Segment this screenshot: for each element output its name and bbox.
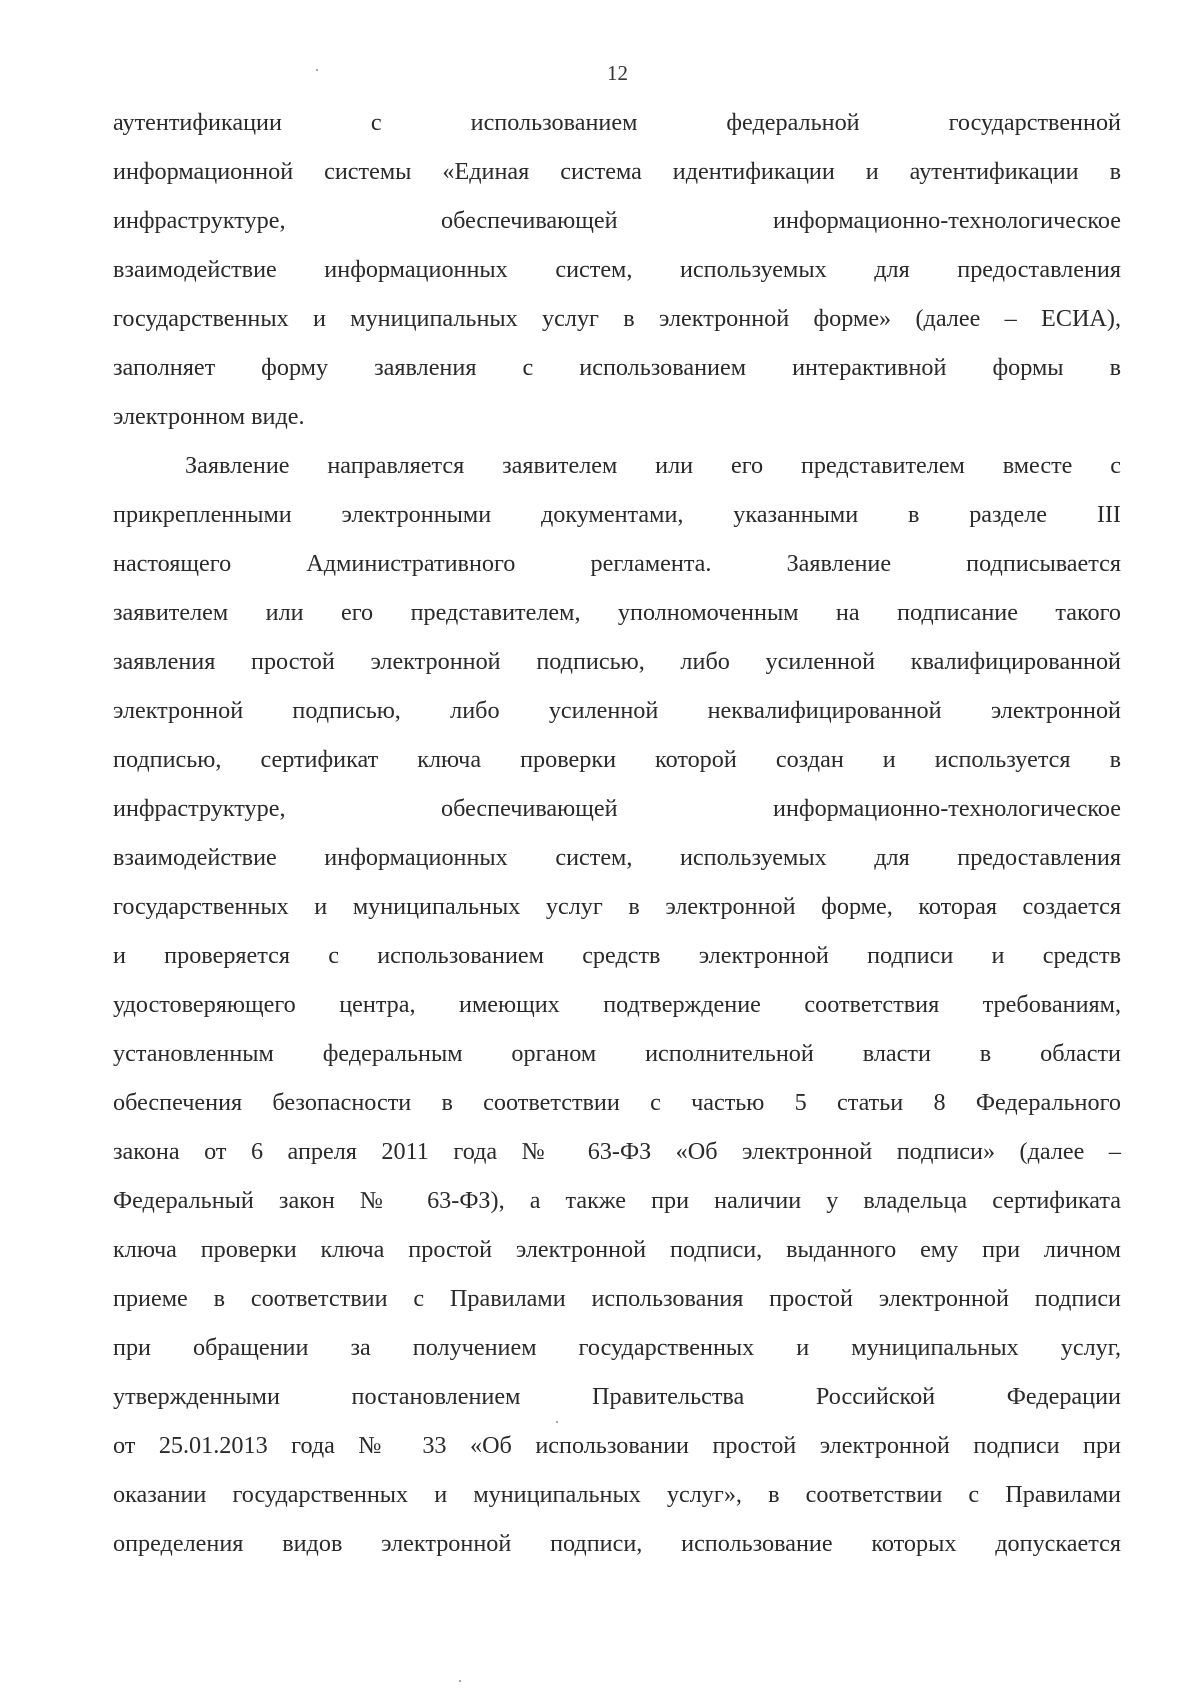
- page-number: 12: [607, 61, 628, 85]
- text-line: и проверяется с использованием средств электронной подписи и средств: [113, 942, 1121, 969]
- document-body: [113, 98, 1121, 1568]
- text-line: ключа проверки ключа простой электронной подписи, выданного ему при личном: [113, 1236, 1121, 1263]
- text-line: подписью, сертификат ключа проверки которой создан и используется в: [113, 746, 1121, 773]
- paragraph-2: [113, 441, 1121, 1568]
- text-line: инфраструктуре, обеспечивающей информационно-технологическое: [113, 207, 1121, 234]
- scan-speck: [556, 1421, 558, 1423]
- text-line: Федеральный закон № 63-ФЗ), а также при наличии у владельца сертификата: [113, 1187, 1121, 1214]
- text-line: взаимодействие информационных систем, используемых для предоставления: [113, 844, 1121, 871]
- text-line: Заявление направляется заявителем или его представителем вместе с: [185, 452, 1121, 479]
- text-line: электронном виде.: [113, 403, 305, 430]
- text-line: при обращении за получением государственных и муниципальных услуг,: [113, 1334, 1121, 1361]
- text-line: заявления простой электронной подписью, либо усиленной квалифицированной: [113, 648, 1121, 675]
- text-line: обеспечения безопасности в соответствии с частью 5 статьи 8 Федерального: [113, 1089, 1121, 1116]
- text-line: аутентификации с использованием федеральной государственной: [113, 109, 1121, 136]
- text-line: государственных и муниципальных услуг в электронной форме, которая создается: [113, 893, 1121, 920]
- text-line: установленным федеральным органом исполнительной власти в области: [113, 1040, 1121, 1067]
- text-line: взаимодействие информационных систем, используемых для предоставления: [113, 256, 1121, 283]
- text-line: информационной системы «Единая система идентификации и аутентификации в: [113, 158, 1121, 185]
- text-line: государственных и муниципальных услуг в электронной форме» (далее – ЕСИА),: [113, 305, 1121, 332]
- text-line: закона от 6 апреля 2011 года № 63-ФЗ «Об электронной подписи» (далее –: [113, 1138, 1121, 1165]
- scan-speck: [459, 1680, 461, 1682]
- text-line: приеме в соответствии с Правилами использования простой электронной подписи: [113, 1285, 1121, 1312]
- text-line: утвержденными постановлением Правительства Российской Федерации: [113, 1383, 1121, 1410]
- text-line: удостоверяющего центра, имеющих подтверждение соответствия требованиям,: [113, 991, 1121, 1018]
- text-line: электронной подписью, либо усиленной неквалифицированной электронной: [113, 697, 1121, 724]
- scan-speck: [316, 69, 318, 71]
- text-line: настоящего Административного регламента. Заявление подписывается: [113, 550, 1121, 577]
- text-line: инфраструктуре, обеспечивающей информационно-технологическое: [113, 795, 1121, 822]
- text-line: заявителем или его представителем, уполномоченным на подписание такого: [113, 599, 1121, 626]
- text-line: от 25.01.2013 года № 33 «Об использовании простой электронной подписи при: [113, 1432, 1121, 1459]
- text-line: прикрепленными электронными документами, указанными в разделе III: [113, 501, 1121, 528]
- text-line: оказании государственных и муниципальных услуг», в соответствии с Правилами: [113, 1481, 1121, 1508]
- text-line: заполняет форму заявления с использованием интерактивной формы в: [113, 354, 1121, 381]
- text-line: определения видов электронной подписи, использование которых допускается: [113, 1530, 1121, 1557]
- paragraph-1: [113, 98, 1121, 441]
